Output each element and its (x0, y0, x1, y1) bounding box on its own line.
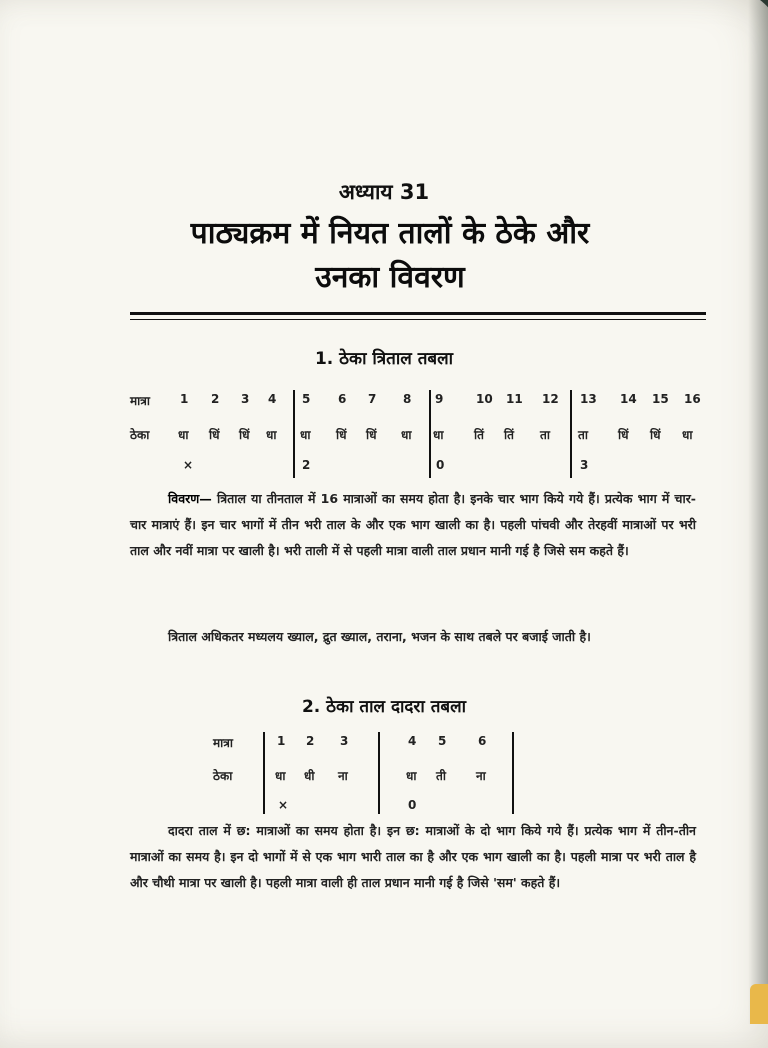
vibhag-divider (570, 390, 572, 478)
bol: धिं (650, 428, 661, 442)
bol: धा (433, 428, 444, 442)
theka-row-label: ठेका (130, 428, 150, 442)
bol: धिं (336, 428, 347, 442)
matra-row-label: मात्रा (130, 394, 151, 408)
tali-mark: 3 (580, 458, 589, 472)
matra-number: 14 (620, 392, 637, 406)
matra-number: 10 (476, 392, 493, 406)
bol: धिं (618, 428, 629, 442)
matra-number: 9 (435, 392, 444, 406)
bol: धा (266, 428, 277, 442)
page-corner (750, 984, 768, 1024)
tali-mark: × (278, 798, 289, 812)
chapter-title (90, 212, 690, 300)
matra-number: 6 (478, 734, 487, 748)
bol: धा (406, 769, 417, 783)
bol: धा (401, 428, 412, 442)
bol: धा (178, 428, 189, 442)
bol: तिं (504, 428, 514, 442)
dadra-description-text: दादरा ताल में छ: मात्राओं का समय होता है। इन छ: मात्राओं के दो भाग किये गये हैं। प्रत्येक भाग में तीन-तीन मात्राओं का समय है। इन दो भागों में से एक भाग भारी ताल का है और एक भाग खाली का है। पहली मात्रा पर भरी ताल है और चौथी मात्रा पर खाली है। पहली मात्रा वाली ही ताल प्रधान मानी गई है जिसे 'सम' कहते हैं। (130, 823, 696, 890)
vibhag-divider (378, 732, 380, 814)
matra-number: 1 (277, 734, 286, 748)
matra-number: 3 (241, 392, 250, 406)
section1-heading: 1. ठेका त्रिताल तबला (314, 349, 454, 369)
bol: ता (578, 428, 588, 442)
matra-number: 4 (408, 734, 417, 748)
tali-mark: 0 (436, 458, 445, 472)
bol: ना (476, 769, 486, 783)
vibhag-divider (263, 732, 265, 814)
matra-number: 4 (268, 392, 277, 406)
theka-row-label: ठेका (213, 769, 233, 783)
bol: तिं (474, 428, 484, 442)
bol: धी (304, 769, 315, 783)
matra-number: 11 (506, 392, 523, 406)
bol: धा (300, 428, 311, 442)
bol: धा (682, 428, 693, 442)
vibhag-divider (512, 732, 514, 814)
matra-number: 13 (580, 392, 597, 406)
chapter-label: अध्याय 31 (338, 180, 430, 204)
matra-number: 5 (302, 392, 311, 406)
bol: ती (436, 769, 446, 783)
tali-mark: 0 (408, 798, 417, 812)
matra-number: 15 (652, 392, 669, 406)
matra-row-label: मात्रा (213, 736, 234, 750)
tali-mark: × (183, 458, 194, 472)
bol: धा (275, 769, 286, 783)
bol: धिं (239, 428, 250, 442)
section2-description (130, 818, 696, 896)
matra-number: 1 (180, 392, 189, 406)
matra-number: 2 (211, 392, 220, 406)
section1-usage (130, 624, 696, 650)
vibhag-divider (429, 390, 431, 478)
matra-number: 16 (684, 392, 701, 406)
matra-number: 7 (368, 392, 377, 406)
matra-number: 6 (338, 392, 347, 406)
section1-description (130, 486, 696, 564)
matra-number: 12 (542, 392, 559, 406)
page-shadow (748, 0, 768, 1024)
bol: ता (540, 428, 550, 442)
section2-heading: 2. ठेका ताल दादरा तबला (301, 697, 467, 717)
bol: धिं (366, 428, 377, 442)
vibhag-divider (293, 390, 295, 478)
title-rule-thin (130, 319, 706, 320)
chapter-title-line1: पाठ्यक्रम में नियत तालों के ठेके और (190, 216, 590, 251)
matra-number: 8 (403, 392, 412, 406)
bol: धिं (209, 428, 220, 442)
bol: ना (338, 769, 348, 783)
chapter-title-line2: उनका विवरण (315, 260, 465, 295)
tali-mark: 2 (302, 458, 311, 472)
usage-text: त्रिताल अधिकतर मध्यलय ख्याल, द्रुत ख्याल, तराना, भजन के साथ तबले पर बजाई जाती है। (168, 629, 591, 644)
description-text: त्रिताल या तीनताल में 16 मात्राओं का समय होता है। इनके चार भाग किये गये हैं। प्रत्येक भाग में चार-चार मात्राएं हैं। इन चार भागों में तीन भरी ताल के और एक भाग खाली का है। पहली पांचवी और तेरहवीं मात्राओं पर भरी ताल और नवीं मात्रा पर खाली है। भरी ताली में से पहली मात्रा वाली ताल प्रधान मानी गई है जिसे सम कहते हैं। (130, 491, 696, 558)
matra-number: 5 (438, 734, 447, 748)
matra-number: 2 (306, 734, 315, 748)
matra-number: 3 (340, 734, 349, 748)
description-label: विवरण— (168, 491, 212, 506)
title-rule-thick (130, 312, 706, 315)
